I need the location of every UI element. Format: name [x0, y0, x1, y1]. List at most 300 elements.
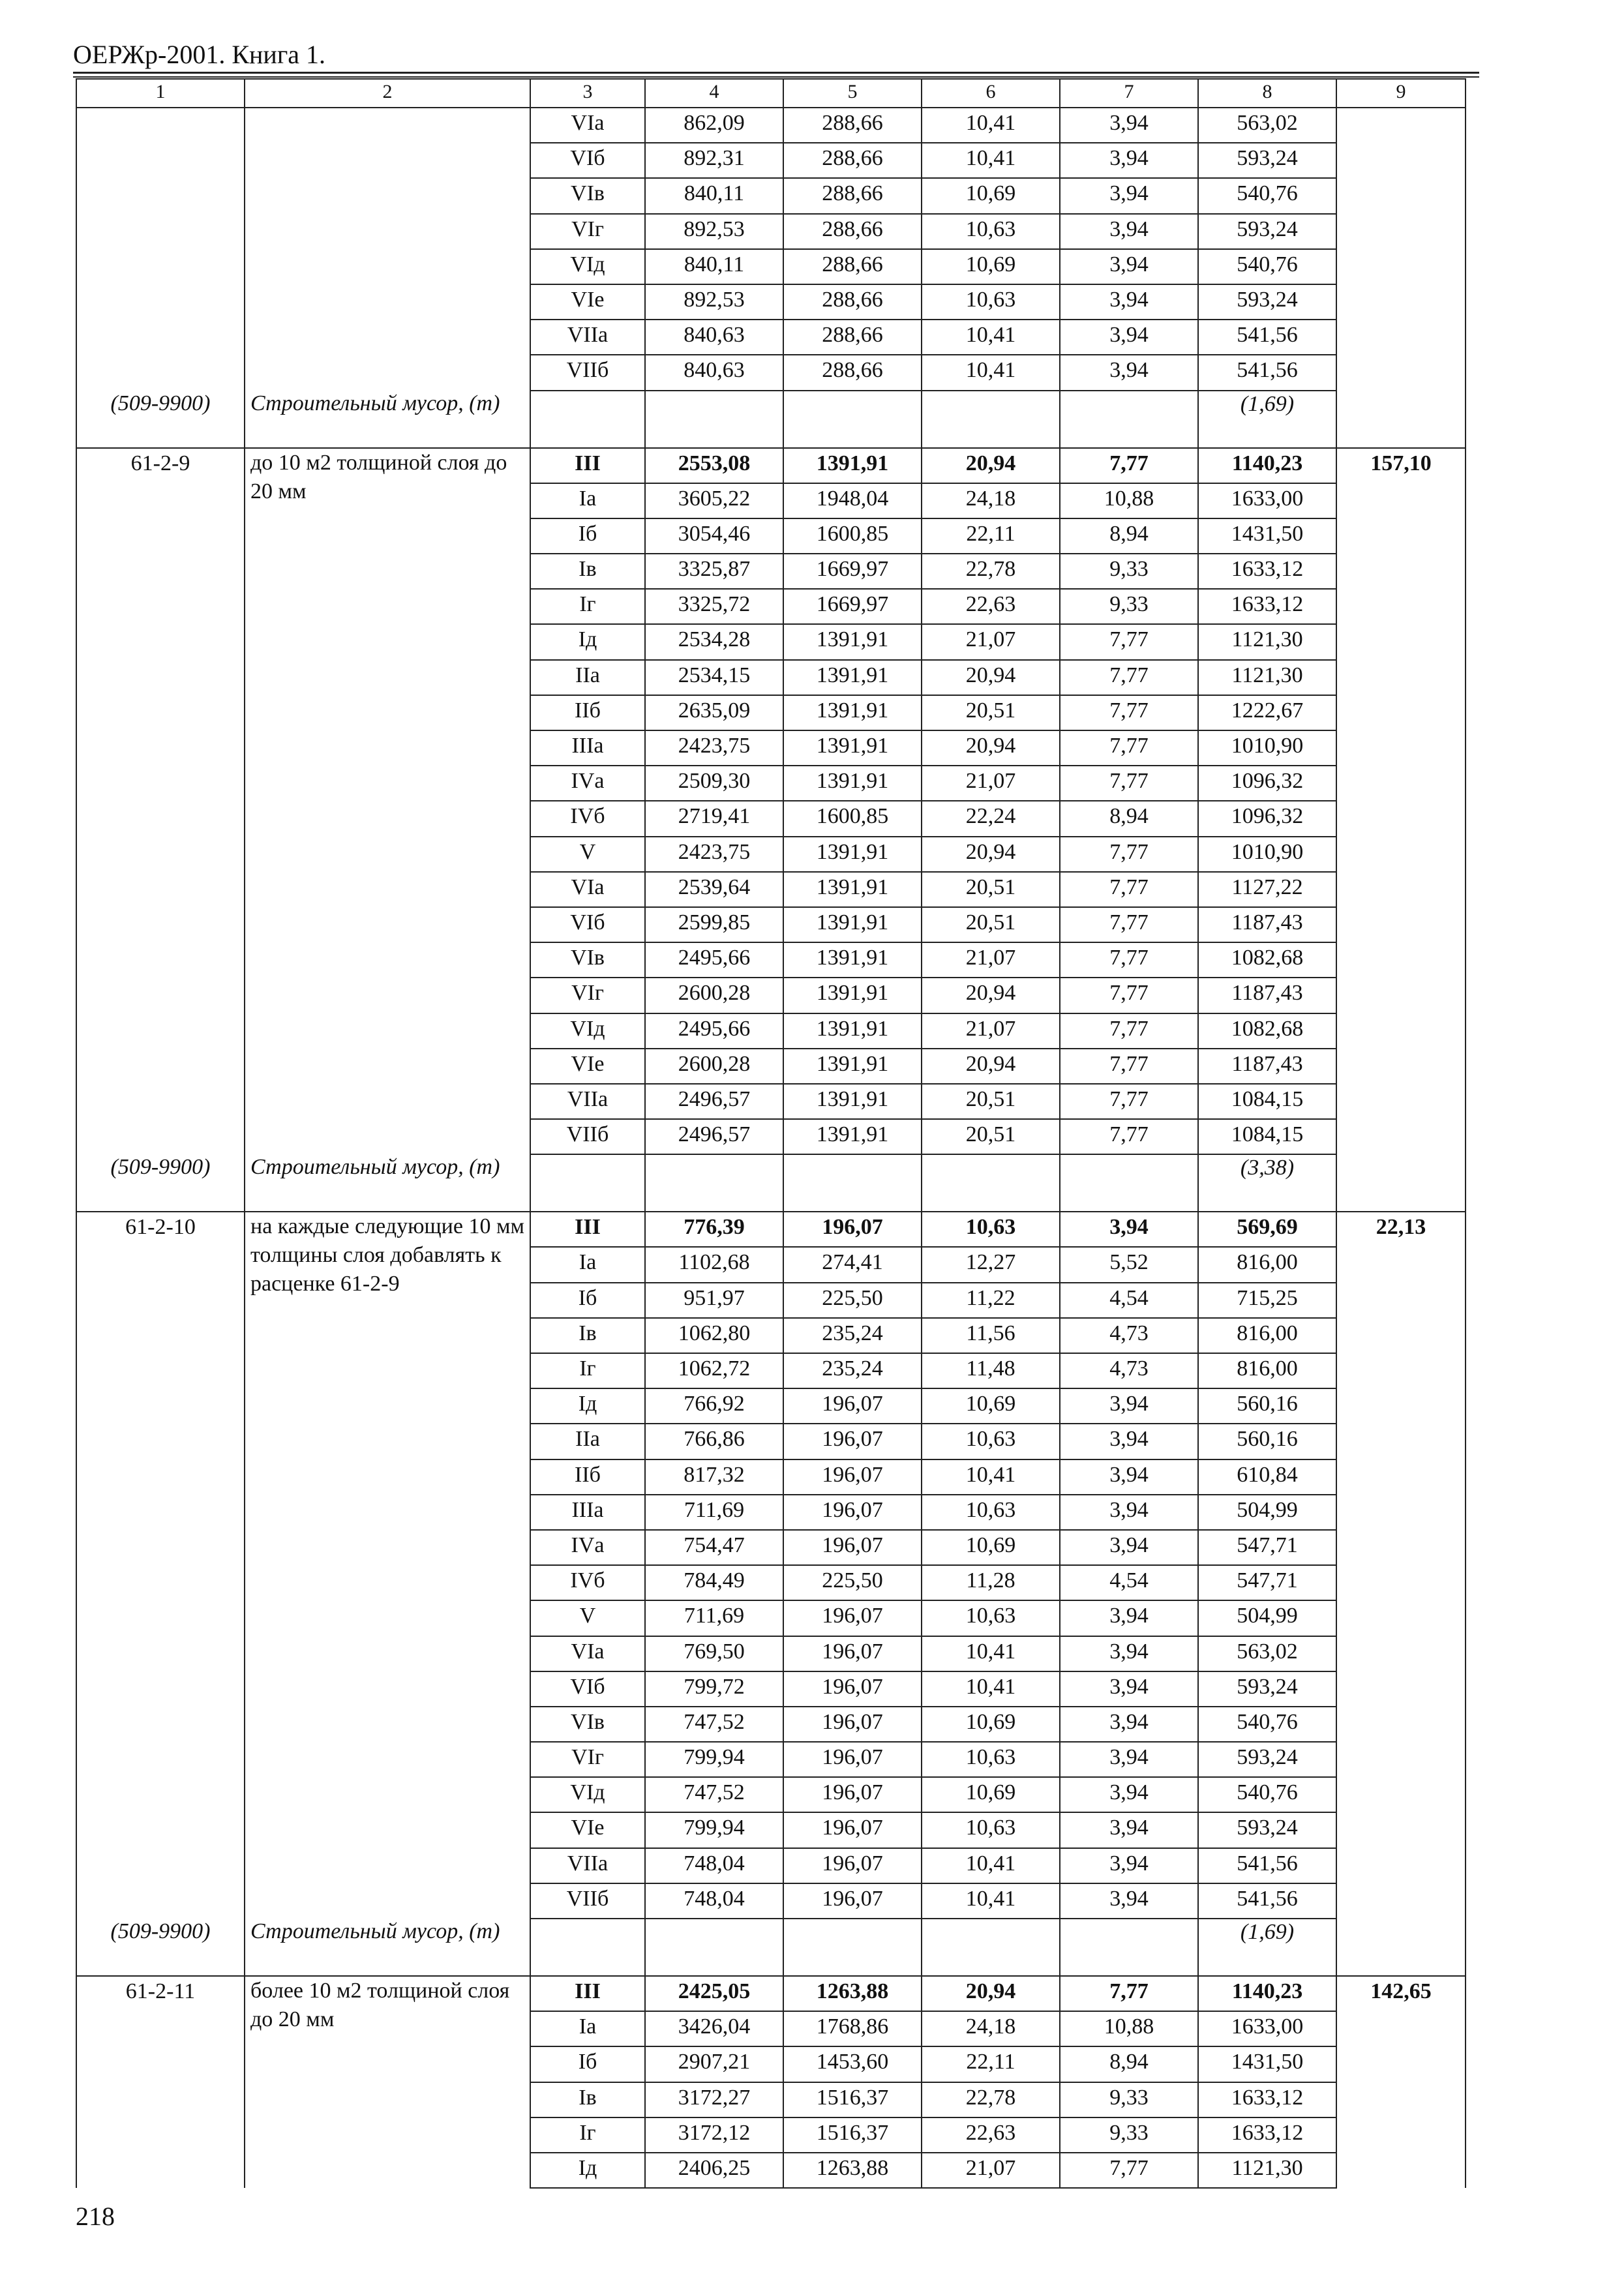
empty-cell	[530, 391, 645, 448]
direct-cost-cell: 3325,87	[645, 554, 783, 589]
materials-cost-cell: 1431,50	[1198, 2046, 1336, 2082]
zone-cell: VIIб	[530, 1883, 645, 1919]
zone-cell: Iд	[530, 624, 645, 659]
direct-cost-cell: 840,63	[645, 320, 783, 355]
empty-cell	[245, 284, 530, 320]
materials-cost-cell: 1096,32	[1198, 766, 1336, 801]
materials-cost-cell: 1010,90	[1198, 730, 1336, 766]
labor-cost-cell: 288,66	[783, 143, 922, 178]
direct-cost-cell: 840,11	[645, 178, 783, 213]
zone-cell: VIIа	[530, 320, 645, 355]
operator-wage-cell: 3,94	[1060, 1742, 1198, 1777]
empty-cell	[76, 249, 245, 284]
machine-cost-cell: 20,51	[922, 872, 1060, 907]
materials-cost-cell: 563,02	[1198, 1636, 1336, 1671]
direct-cost-cell: 2534,28	[645, 624, 783, 659]
machine-cost-cell: 22,11	[922, 518, 1060, 554]
empty-cell	[645, 1154, 783, 1212]
operator-wage-cell: 3,94	[1060, 1600, 1198, 1636]
operator-wage-cell: 3,94	[1060, 1848, 1198, 1883]
operator-wage-cell: 8,94	[1060, 2046, 1198, 2082]
zone-cell: Iв	[530, 554, 645, 589]
operator-wage-cell: 7,77	[1060, 907, 1198, 942]
item-price-col9: 22,13	[1336, 1212, 1466, 1919]
machine-cost-cell: 10,41	[922, 1671, 1060, 1707]
zone-cell: VIд	[530, 1013, 645, 1049]
machine-cost-cell: 12,27	[922, 1247, 1060, 1282]
zone-cell: Iб	[530, 1283, 645, 1318]
labor-cost-cell: 1391,91	[783, 448, 922, 483]
machine-cost-cell: 10,63	[922, 1742, 1060, 1777]
materials-cost-cell: 1084,15	[1198, 1084, 1336, 1119]
empty-cell	[783, 1154, 922, 1212]
labor-cost-cell: 196,07	[783, 1424, 922, 1459]
labor-cost-cell: 235,24	[783, 1353, 922, 1388]
direct-cost-cell: 2406,25	[645, 2153, 783, 2188]
zone-cell: Iб	[530, 518, 645, 554]
direct-cost-cell: 2423,75	[645, 837, 783, 872]
machine-cost-cell: 20,51	[922, 907, 1060, 942]
empty-cell	[245, 355, 530, 390]
machine-cost-cell: 10,69	[922, 1777, 1060, 1812]
table-row	[76, 79, 1466, 108]
rates-table	[76, 78, 1466, 2189]
machine-cost-cell: 22,63	[922, 2117, 1060, 2153]
materials-cost-cell: 816,00	[1198, 1247, 1336, 1282]
operator-wage-cell: 8,94	[1060, 518, 1198, 554]
empty-cell	[1336, 1154, 1466, 1212]
machine-cost-cell: 10,63	[922, 1424, 1060, 1459]
direct-cost-cell: 747,52	[645, 1777, 783, 1812]
machine-cost-cell: 10,63	[922, 214, 1060, 249]
labor-cost-cell: 1391,91	[783, 837, 922, 872]
empty-cell	[76, 214, 245, 249]
direct-cost-cell: 2495,66	[645, 942, 783, 978]
item-price-col9: 142,65	[1336, 1976, 1466, 2188]
direct-cost-cell: 3325,72	[645, 589, 783, 624]
zone-cell: VIа	[530, 1636, 645, 1671]
direct-cost-cell: 3054,46	[645, 518, 783, 554]
zone-cell: Iд	[530, 2153, 645, 2188]
materials-cost-cell: 504,99	[1198, 1600, 1336, 1636]
zone-cell: Iа	[530, 1247, 645, 1282]
empty-cell	[783, 1919, 922, 1976]
labor-cost-cell: 1391,91	[783, 978, 922, 1013]
machine-cost-cell: 11,22	[922, 1283, 1060, 1318]
materials-cost-cell: 1121,30	[1198, 2153, 1336, 2188]
empty-cell	[1336, 355, 1466, 390]
materials-cost-cell: 593,24	[1198, 214, 1336, 249]
zone-cell: IIа	[530, 1424, 645, 1459]
labor-cost-cell: 288,66	[783, 214, 922, 249]
machine-cost-cell: 21,07	[922, 766, 1060, 801]
zone-cell: VIг	[530, 1742, 645, 1777]
materials-cost-cell: 816,00	[1198, 1353, 1336, 1388]
zone-cell: Iв	[530, 2082, 645, 2117]
direct-cost-cell: 3172,27	[645, 2082, 783, 2117]
zone-cell: Iб	[530, 2046, 645, 2082]
operator-wage-cell: 7,77	[1060, 730, 1198, 766]
direct-cost-cell: 769,50	[645, 1636, 783, 1671]
direct-cost-cell: 2495,66	[645, 1013, 783, 1049]
waste-code: (509-9900)	[76, 1919, 245, 1976]
materials-cost-cell: 1431,50	[1198, 518, 1336, 554]
machine-cost-cell: 10,69	[922, 178, 1060, 213]
direct-cost-cell: 840,63	[645, 355, 783, 390]
labor-cost-cell: 1948,04	[783, 483, 922, 518]
labor-cost-cell: 274,41	[783, 1247, 922, 1282]
page-header: ОЕРЖр-2001. Книга 1.	[73, 40, 325, 69]
materials-cost-cell: 547,71	[1198, 1530, 1336, 1565]
operator-wage-cell: 3,94	[1060, 214, 1198, 249]
zone-cell: III	[530, 1976, 645, 2011]
machine-cost-cell: 10,63	[922, 284, 1060, 320]
operator-wage-cell: 7,77	[1060, 766, 1198, 801]
machine-cost-cell: 10,41	[922, 355, 1060, 390]
direct-cost-cell: 2496,57	[645, 1119, 783, 1154]
operator-wage-cell: 4,73	[1060, 1318, 1198, 1353]
labor-cost-cell: 235,24	[783, 1318, 922, 1353]
labor-cost-cell: 1391,91	[783, 907, 922, 942]
materials-cost-cell: 547,71	[1198, 1565, 1336, 1600]
column-header-3: 3	[530, 79, 645, 108]
labor-cost-cell: 225,50	[783, 1283, 922, 1318]
direct-cost-cell: 2635,09	[645, 695, 783, 730]
direct-cost-cell: 892,53	[645, 284, 783, 320]
machine-cost-cell: 21,07	[922, 942, 1060, 978]
rates-table-body	[76, 79, 1466, 2188]
column-header-5: 5	[783, 79, 922, 108]
empty-cell	[76, 284, 245, 320]
item-description: на каждые следующие 10 мм толщины слоя добавлять к расценке 61-2-9	[245, 1212, 530, 1919]
direct-cost-cell: 766,86	[645, 1424, 783, 1459]
column-header-7: 7	[1060, 79, 1198, 108]
machine-cost-cell: 10,63	[922, 1812, 1060, 1848]
materials-cost-cell: 504,99	[1198, 1495, 1336, 1530]
empty-cell	[922, 1919, 1060, 1976]
empty-cell	[76, 108, 245, 143]
direct-cost-cell: 711,69	[645, 1495, 783, 1530]
labor-cost-cell: 1391,91	[783, 1049, 922, 1084]
operator-wage-cell: 7,77	[1060, 1119, 1198, 1154]
empty-cell	[245, 320, 530, 355]
empty-cell	[245, 108, 530, 143]
labor-cost-cell: 1391,91	[783, 1119, 922, 1154]
labor-cost-cell: 196,07	[783, 1883, 922, 1919]
waste-label: Строительный мусор, (т)	[245, 391, 530, 448]
labor-cost-cell: 1391,91	[783, 1084, 922, 1119]
materials-cost-cell: 1084,15	[1198, 1119, 1336, 1154]
machine-cost-cell: 20,51	[922, 1084, 1060, 1119]
operator-wage-cell: 4,54	[1060, 1565, 1198, 1600]
labor-cost-cell: 1391,91	[783, 766, 922, 801]
materials-cost-cell: 1633,12	[1198, 589, 1336, 624]
machine-cost-cell: 10,63	[922, 1495, 1060, 1530]
materials-cost-cell: 1633,12	[1198, 2082, 1336, 2117]
zone-cell: IVа	[530, 1530, 645, 1565]
waste-value: (1,69)	[1198, 1919, 1336, 1976]
labor-cost-cell: 196,07	[783, 1212, 922, 1247]
materials-cost-cell: 610,84	[1198, 1459, 1336, 1495]
labor-cost-cell: 1391,91	[783, 872, 922, 907]
empty-cell	[245, 249, 530, 284]
column-header-4: 4	[645, 79, 783, 108]
operator-wage-cell: 3,94	[1060, 1424, 1198, 1459]
operator-wage-cell: 7,77	[1060, 978, 1198, 1013]
materials-cost-cell: 593,24	[1198, 284, 1336, 320]
table-row	[76, 108, 1466, 143]
waste-label: Строительный мусор, (т)	[245, 1154, 530, 1212]
materials-cost-cell: 1187,43	[1198, 1049, 1336, 1084]
empty-cell	[76, 355, 245, 390]
waste-code: (509-9900)	[76, 1154, 245, 1212]
direct-cost-cell: 840,11	[645, 249, 783, 284]
zone-cell: VIв	[530, 1707, 645, 1742]
machine-cost-cell: 21,07	[922, 2153, 1060, 2188]
empty-cell	[245, 214, 530, 249]
table-row	[76, 320, 1466, 355]
machine-cost-cell: 10,41	[922, 320, 1060, 355]
materials-cost-cell: 1127,22	[1198, 872, 1336, 907]
operator-wage-cell: 3,94	[1060, 1777, 1198, 1812]
zone-cell: VIд	[530, 249, 645, 284]
header-rule-bottom	[73, 76, 1479, 78]
labor-cost-cell: 196,07	[783, 1495, 922, 1530]
table-row	[76, 1212, 1466, 1247]
machine-cost-cell: 22,63	[922, 589, 1060, 624]
header-rule-top	[73, 72, 1479, 74]
zone-cell: VIIб	[530, 355, 645, 390]
direct-cost-cell: 2425,05	[645, 1976, 783, 2011]
machine-cost-cell: 10,63	[922, 1212, 1060, 1247]
machine-cost-cell: 24,18	[922, 483, 1060, 518]
direct-cost-cell: 748,04	[645, 1883, 783, 1919]
materials-cost-cell: 1121,30	[1198, 624, 1336, 659]
zone-cell: III	[530, 1212, 645, 1247]
operator-wage-cell: 9,33	[1060, 589, 1198, 624]
operator-wage-cell: 9,33	[1060, 2082, 1198, 2117]
machine-cost-cell: 20,94	[922, 978, 1060, 1013]
direct-cost-cell: 754,47	[645, 1530, 783, 1565]
materials-cost-cell: 1633,12	[1198, 2117, 1336, 2153]
empty-cell	[1060, 1919, 1198, 1976]
labor-cost-cell: 1669,97	[783, 589, 922, 624]
empty-cell	[645, 1919, 783, 1976]
materials-cost-cell: 540,76	[1198, 1707, 1336, 1742]
table-row	[76, 249, 1466, 284]
empty-cell	[922, 1154, 1060, 1212]
zone-cell: VIд	[530, 1777, 645, 1812]
materials-cost-cell: 1140,23	[1198, 1976, 1336, 2011]
direct-cost-cell: 799,72	[645, 1671, 783, 1707]
empty-cell	[1336, 214, 1466, 249]
column-header-2: 2	[245, 79, 530, 108]
direct-cost-cell: 799,94	[645, 1812, 783, 1848]
operator-wage-cell: 3,94	[1060, 284, 1198, 320]
operator-wage-cell: 3,94	[1060, 1459, 1198, 1495]
direct-cost-cell: 748,04	[645, 1848, 783, 1883]
page-number: 218	[76, 2202, 115, 2231]
empty-cell	[76, 320, 245, 355]
labor-cost-cell: 1263,88	[783, 2153, 922, 2188]
direct-cost-cell: 2719,41	[645, 801, 783, 836]
zone-cell: IIIа	[530, 730, 645, 766]
zone-cell: Iг	[530, 1353, 645, 1388]
operator-wage-cell: 9,33	[1060, 2117, 1198, 2153]
machine-cost-cell: 11,56	[922, 1318, 1060, 1353]
machine-cost-cell: 10,63	[922, 1600, 1060, 1636]
waste-label: Строительный мусор, (т)	[245, 1919, 530, 1976]
direct-cost-cell: 711,69	[645, 1600, 783, 1636]
operator-wage-cell: 10,88	[1060, 2011, 1198, 2046]
zone-cell: VIб	[530, 907, 645, 942]
operator-wage-cell: 7,77	[1060, 660, 1198, 695]
zone-cell: IIIа	[530, 1495, 645, 1530]
operator-wage-cell: 7,77	[1060, 624, 1198, 659]
zone-cell: VIг	[530, 214, 645, 249]
materials-cost-cell: 1187,43	[1198, 978, 1336, 1013]
zone-cell: Iа	[530, 2011, 645, 2046]
machine-cost-cell: 20,94	[922, 837, 1060, 872]
labor-cost-cell: 1391,91	[783, 624, 922, 659]
materials-cost-cell: 540,76	[1198, 249, 1336, 284]
empty-cell	[530, 1919, 645, 1976]
labor-cost-cell: 196,07	[783, 1707, 922, 1742]
table-row	[76, 391, 1466, 448]
direct-cost-cell: 766,92	[645, 1388, 783, 1424]
zone-cell: VIа	[530, 872, 645, 907]
direct-cost-cell: 784,49	[645, 1565, 783, 1600]
machine-cost-cell: 11,48	[922, 1353, 1060, 1388]
direct-cost-cell: 747,52	[645, 1707, 783, 1742]
zone-cell: VIе	[530, 284, 645, 320]
materials-cost-cell: 715,25	[1198, 1283, 1336, 1318]
zone-cell: IIб	[530, 695, 645, 730]
materials-cost-cell: 569,69	[1198, 1212, 1336, 1247]
operator-wage-cell: 7,77	[1060, 2153, 1198, 2188]
labor-cost-cell: 1516,37	[783, 2117, 922, 2153]
machine-cost-cell: 10,41	[922, 1883, 1060, 1919]
operator-wage-cell: 7,77	[1060, 448, 1198, 483]
zone-cell: Iа	[530, 483, 645, 518]
direct-cost-cell: 892,53	[645, 214, 783, 249]
labor-cost-cell: 196,07	[783, 1530, 922, 1565]
operator-wage-cell: 7,77	[1060, 1013, 1198, 1049]
labor-cost-cell: 196,07	[783, 1459, 922, 1495]
labor-cost-cell: 196,07	[783, 1671, 922, 1707]
machine-cost-cell: 20,94	[922, 660, 1060, 695]
machine-cost-cell: 22,78	[922, 2082, 1060, 2117]
machine-cost-cell: 10,69	[922, 249, 1060, 284]
machine-cost-cell: 10,41	[922, 108, 1060, 143]
direct-cost-cell: 2553,08	[645, 448, 783, 483]
item-price-col9: 157,10	[1336, 448, 1466, 1155]
direct-cost-cell: 2509,30	[645, 766, 783, 801]
zone-cell: Iг	[530, 2117, 645, 2153]
labor-cost-cell: 196,07	[783, 1600, 922, 1636]
materials-cost-cell: 593,24	[1198, 1671, 1336, 1707]
machine-cost-cell: 20,94	[922, 1049, 1060, 1084]
direct-cost-cell: 3426,04	[645, 2011, 783, 2046]
labor-cost-cell: 196,07	[783, 1812, 922, 1848]
zone-cell: Iв	[530, 1318, 645, 1353]
zone-cell: III	[530, 448, 645, 483]
machine-cost-cell: 10,69	[922, 1530, 1060, 1565]
direct-cost-cell: 892,31	[645, 143, 783, 178]
operator-wage-cell: 10,88	[1060, 483, 1198, 518]
labor-cost-cell: 288,66	[783, 249, 922, 284]
operator-wage-cell: 7,77	[1060, 837, 1198, 872]
empty-cell	[76, 143, 245, 178]
zone-cell: IVа	[530, 766, 645, 801]
labor-cost-cell: 288,66	[783, 355, 922, 390]
labor-cost-cell: 1391,91	[783, 695, 922, 730]
operator-wage-cell: 3,94	[1060, 143, 1198, 178]
machine-cost-cell: 20,94	[922, 730, 1060, 766]
labor-cost-cell: 288,66	[783, 320, 922, 355]
zone-cell: Iг	[530, 589, 645, 624]
operator-wage-cell: 4,54	[1060, 1283, 1198, 1318]
machine-cost-cell: 11,28	[922, 1565, 1060, 1600]
materials-cost-cell: 1082,68	[1198, 1013, 1336, 1049]
labor-cost-cell: 1669,97	[783, 554, 922, 589]
operator-wage-cell: 3,94	[1060, 1671, 1198, 1707]
empty-cell	[1336, 1919, 1466, 1976]
labor-cost-cell: 1768,86	[783, 2011, 922, 2046]
table-row	[76, 284, 1466, 320]
zone-cell: VIе	[530, 1812, 645, 1848]
labor-cost-cell: 196,07	[783, 1777, 922, 1812]
zone-cell: IIа	[530, 660, 645, 695]
materials-cost-cell: 541,56	[1198, 320, 1336, 355]
zone-cell: VIа	[530, 108, 645, 143]
empty-cell	[245, 178, 530, 213]
machine-cost-cell: 24,18	[922, 2011, 1060, 2046]
operator-wage-cell: 3,94	[1060, 1812, 1198, 1848]
column-header-8: 8	[1198, 79, 1336, 108]
labor-cost-cell: 196,07	[783, 1848, 922, 1883]
materials-cost-cell: 1633,00	[1198, 483, 1336, 518]
empty-cell	[1336, 391, 1466, 448]
table-row	[76, 1154, 1466, 1212]
empty-cell	[922, 391, 1060, 448]
materials-cost-cell: 540,76	[1198, 178, 1336, 213]
operator-wage-cell: 3,94	[1060, 1636, 1198, 1671]
operator-wage-cell: 8,94	[1060, 801, 1198, 836]
direct-cost-cell: 2600,28	[645, 1049, 783, 1084]
labor-cost-cell: 1391,91	[783, 942, 922, 978]
direct-cost-cell: 2599,85	[645, 907, 783, 942]
table-row	[76, 143, 1466, 178]
empty-cell	[1336, 143, 1466, 178]
item-code: 61-2-9	[76, 448, 245, 1155]
table-row	[76, 355, 1466, 390]
materials-cost-cell: 541,56	[1198, 355, 1336, 390]
materials-cost-cell: 541,56	[1198, 1848, 1336, 1883]
item-code: 61-2-10	[76, 1212, 245, 1919]
materials-cost-cell: 560,16	[1198, 1388, 1336, 1424]
operator-wage-cell: 4,73	[1060, 1353, 1198, 1388]
labor-cost-cell: 196,07	[783, 1388, 922, 1424]
direct-cost-cell: 2907,21	[645, 2046, 783, 2082]
labor-cost-cell: 288,66	[783, 178, 922, 213]
table-row	[76, 1919, 1466, 1976]
direct-cost-cell: 1062,72	[645, 1353, 783, 1388]
labor-cost-cell: 1391,91	[783, 730, 922, 766]
direct-cost-cell: 3172,12	[645, 2117, 783, 2153]
operator-wage-cell: 5,52	[1060, 1247, 1198, 1282]
operator-wage-cell: 7,77	[1060, 942, 1198, 978]
